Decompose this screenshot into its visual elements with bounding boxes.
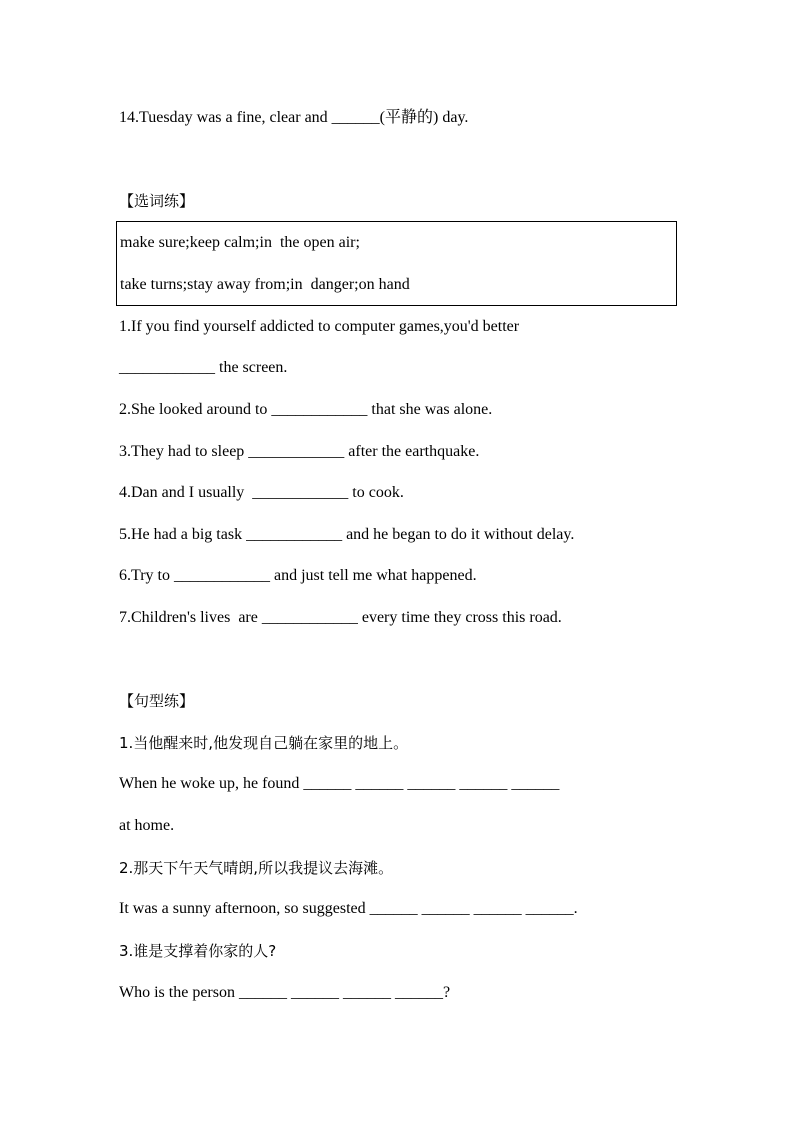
sentence-item-2-english: It was a sunny afternoon, so suggested ______ ______ ______ ______. — [119, 900, 578, 917]
word-choice-item-1-cont: ____________ the screen. — [119, 359, 288, 376]
word-bank-row-1: make sure;keep calm;in the open air; — [120, 234, 360, 251]
word-choice-item-2: 2.She looked around to ____________ that she was alone. — [119, 401, 493, 418]
sentence-item-1-english: When he woke up, he found ______ ______ ______ ______ ______ — [119, 775, 560, 792]
word-choice-item-1: 1.If you find yourself addicted to computer games,you'd better — [119, 318, 520, 335]
word-bank-row-2: take turns;stay away from;in danger;on hand — [120, 276, 410, 293]
word-bank-box — [116, 221, 677, 306]
word-choice-item-7: 7.Children's lives are ____________ every time they cross this road. — [119, 609, 562, 626]
sentence-item-1-english-cont: at home. — [119, 817, 175, 834]
sentence-item-2-chinese: 2.那天下午天气晴朗,所以我提议去海滩。 — [119, 859, 394, 877]
word-choice-item-5: 5.He had a big task ____________ and he began to do it without delay. — [119, 526, 575, 543]
word-choice-heading: 【选词练】 — [119, 192, 195, 210]
exercise-item-14: 14.Tuesday was a fine, clear and ______(平静的) day. — [119, 109, 469, 126]
sentence-item-3-chinese: 3.谁是支撑着你家的人? — [119, 942, 277, 960]
sentence-item-1-chinese: 1.当他醒来时,他发现自己躺在家里的地上。 — [119, 734, 409, 752]
sentence-item-3-english: Who is the person ______ ______ ______ ______? — [119, 984, 451, 1001]
word-choice-item-4: 4.Dan and I usually ____________ to cook. — [119, 484, 404, 501]
word-choice-item-6: 6.Try to ____________ and just tell me what happened. — [119, 567, 477, 584]
word-choice-item-3: 3.They had to sleep ____________ after the earthquake. — [119, 443, 480, 460]
sentence-pattern-heading: 【句型练】 — [119, 692, 195, 710]
